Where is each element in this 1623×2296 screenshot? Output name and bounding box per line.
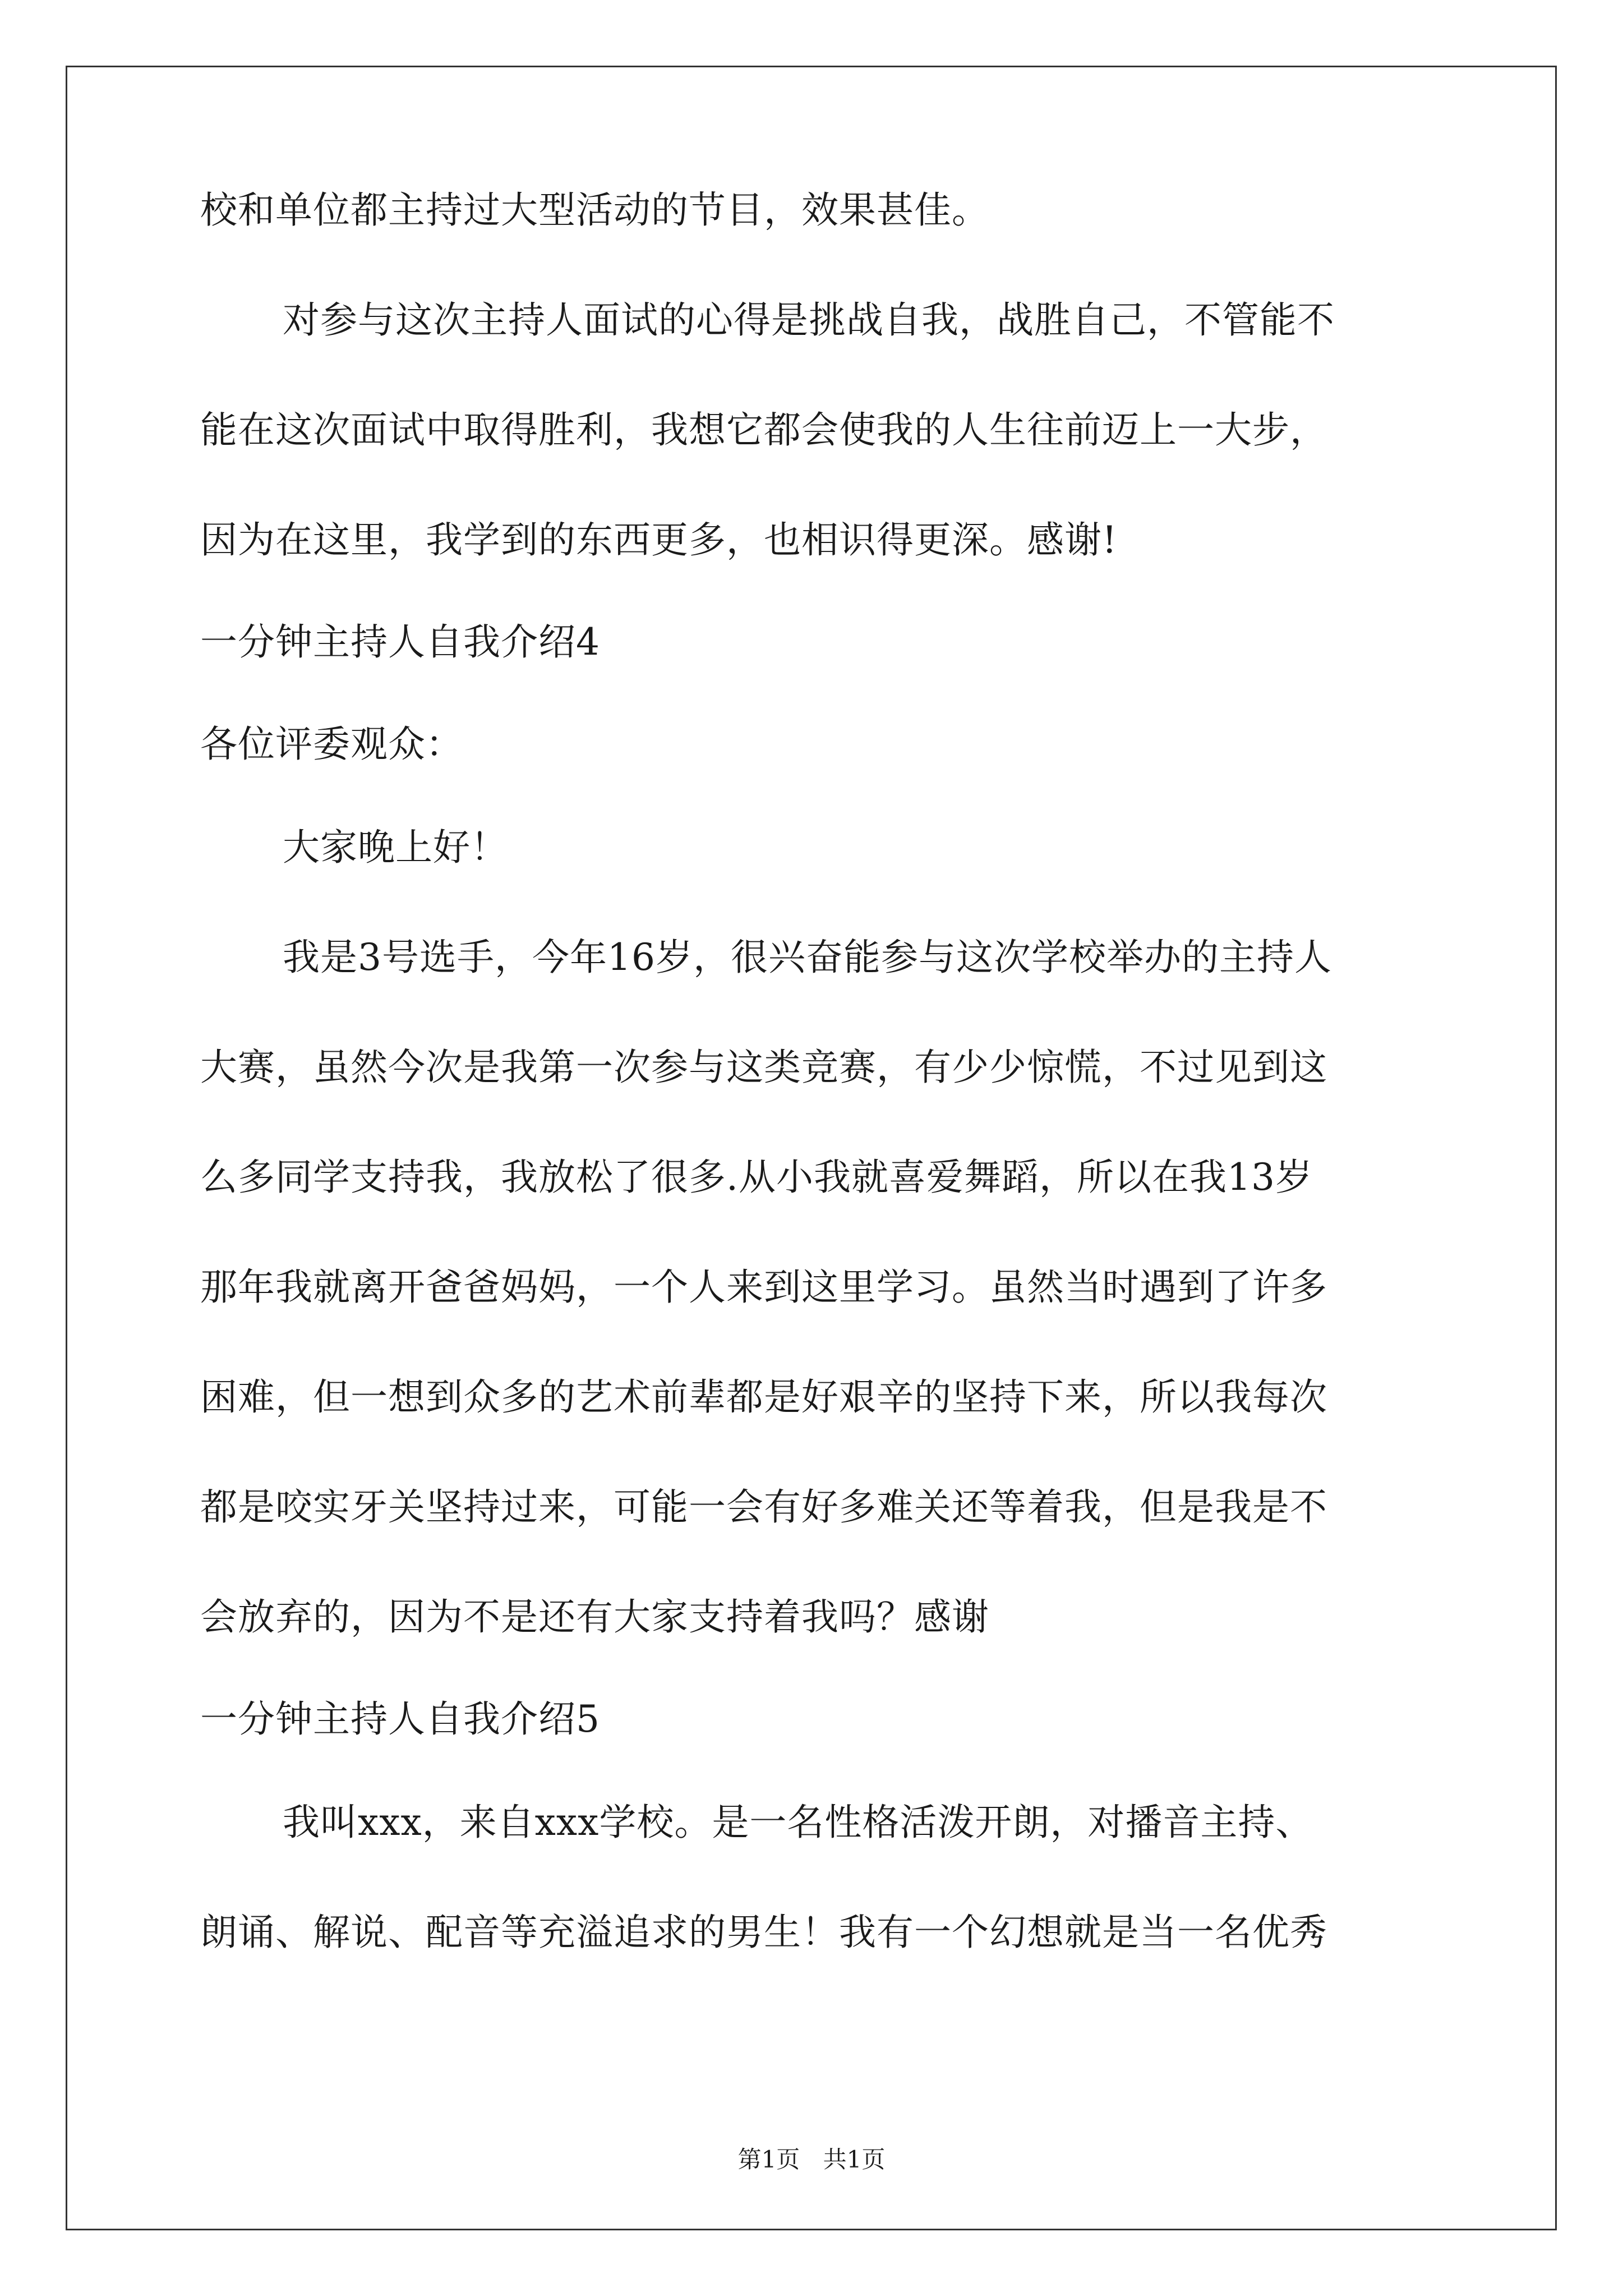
paragraph-line: 因为在这里，我学到的东西更多，也相识得更深。感谢! — [200, 518, 1118, 562]
section-heading: 一分钟主持人自我介绍4 — [200, 620, 600, 664]
paragraph-line: 对参与这次主持人面试的心得是挑战自我，战胜自己，不管能不 — [283, 298, 1335, 342]
salutation: 各位评委观众： — [200, 723, 463, 766]
page-total: 共1页 — [823, 2146, 886, 2173]
paragraph-line: 么多同学支持我，我放松了很多.从小我就喜爱舞蹈，所以在我13岁 — [200, 1156, 1313, 1199]
paragraph-line: 能在这次面试中取得胜利，我想它都会使我的人生往前迈上一大步， — [200, 408, 1327, 452]
paragraph-line: 大赛，虽然今次是我第一次参与这类竞赛，有少少惊慌，不过见到这 — [200, 1046, 1327, 1089]
paragraph-line: 校和单位都主持过大型活动的节目，效果甚佳。 — [200, 188, 989, 232]
section-heading: 一分钟主持人自我介绍5 — [200, 1697, 600, 1741]
paragraph-line: 我叫xxx，来自xxx学校。是一名性格活泼开朗，对播音主持、 — [283, 1801, 1313, 1844]
greeting: 大家晚上好！ — [283, 826, 508, 869]
paragraph-line: 我是3号选手，今年16岁，很兴奋能参与这次学校举办的主持人 — [283, 936, 1332, 979]
paragraph-line: 会放弃的，因为不是还有大家支持着我吗？感谢 — [200, 1595, 989, 1639]
paragraph-line: 都是咬实牙关坚持过来，可能一会有好多难关还等着我，但是我是不 — [200, 1485, 1327, 1529]
page-number: 第1页 — [737, 2146, 800, 2173]
page-footer — [0, 2143, 1623, 2177]
paragraph-line: 那年我就离开爸爸妈妈，一个人来到这里学习。虽然当时遇到了许多 — [200, 1266, 1327, 1309]
paragraph-line: 朗诵、解说、配音等充溢追求的男生！我有一个幻想就是当一名优秀 — [200, 1911, 1327, 1954]
paragraph-line: 困难，但一想到众多的艺术前辈都是好艰辛的坚持下来，所以我每次 — [200, 1375, 1327, 1419]
page-border — [66, 66, 1557, 2230]
